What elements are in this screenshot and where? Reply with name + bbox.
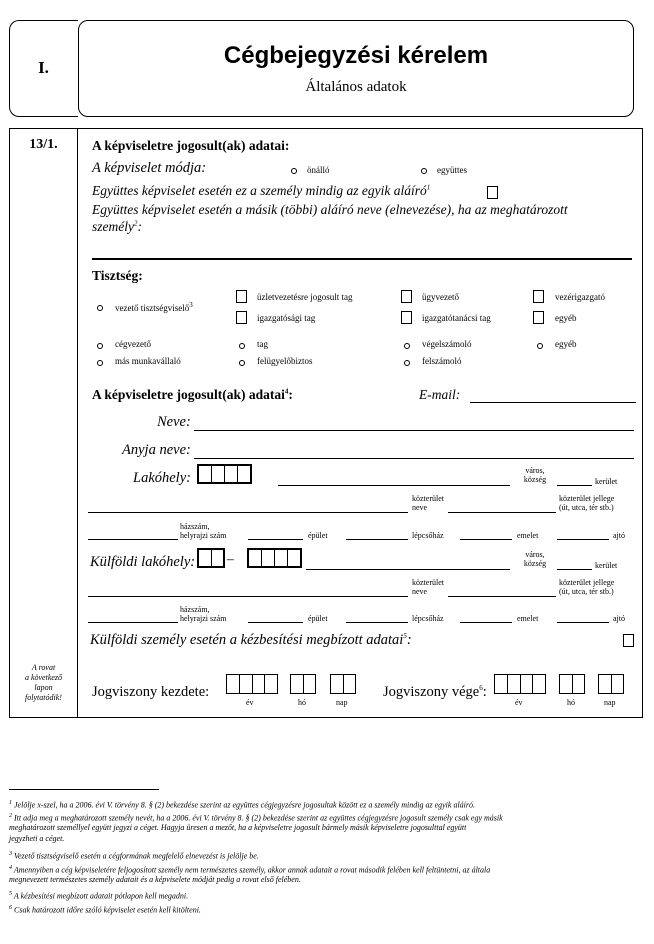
foreign-city-line[interactable] [306, 569, 510, 570]
joint-signer-checkbox[interactable] [487, 186, 498, 199]
label-uzletvezetesre: üzletvezetésre jogosult tag [257, 292, 353, 302]
foreign-district-line[interactable] [557, 569, 592, 570]
label-vegelszamolo: végelszámoló [422, 339, 472, 349]
residence-house-number-line[interactable] [88, 539, 178, 540]
emelet-label: emelet [517, 531, 539, 540]
foreign-kozterulet-jellege-label: közterület jellege (út, utca, tér stb.) [559, 578, 615, 596]
foreign-ajto-label: ajtó [613, 614, 625, 623]
footnote-1: $^1$ Jelölje x-szel, ha a 2006. évi V. törvény 8. § (2) bekezdése szerint az együttes cégjegyzésre jogosultak között ez a személy mindig az egyik aláíró. [9, 800, 475, 810]
foreign-emelet-label: emelet [517, 614, 539, 623]
end-ev-label: év [515, 698, 523, 707]
foreign-lepcsohaz-label: lépcsőház [412, 614, 444, 623]
foreign-floor-line[interactable] [460, 622, 512, 623]
residence-district-line[interactable] [557, 485, 592, 486]
label-tag: tag [257, 339, 268, 349]
check-ugyvezeto[interactable] [401, 290, 412, 303]
residence-door-line[interactable] [557, 539, 609, 540]
radio-vezeto[interactable] [97, 305, 103, 311]
page-subtitle: Általános adatok [305, 79, 407, 95]
radio-mas-munkavallalo[interactable] [97, 360, 103, 366]
label-vezerigazgato: vezérigazgató [555, 292, 605, 302]
header-number: I. [38, 58, 49, 77]
name-label: Neve: [157, 414, 191, 430]
residence-postcode[interactable] [197, 464, 252, 484]
delivery-agent-label: Külföldi személy esetén a kézbesítési megbízott adatai$^5$: [90, 632, 412, 648]
footnote-2: $^2$ Itt adja meg a meghatározott személy nevét, ha a 2006. évi V. törvény 8. § (2) bekezdése szerint az együttes cégjegyzésre jogosult személy csak egy másik [9, 813, 503, 823]
joint-other-input-line[interactable] [92, 258, 632, 260]
footnote-2-cont-2: jegyzheti a céget. [9, 834, 65, 843]
person-heading: A képviseletre jogosult(ak) adatai$^4$: [92, 387, 293, 402]
foreign-postcode[interactable] [247, 548, 302, 568]
label-egyeb-2: egyéb [555, 339, 577, 349]
radio-felszamolo[interactable] [404, 360, 410, 366]
residence-floor-line[interactable] [460, 539, 512, 540]
section-heading: A képviseletre jogosult(ak) adatai: [92, 138, 290, 153]
end-ho-label: hó [567, 698, 575, 707]
foreign-dash: – [227, 551, 234, 566]
mother-name-label: Anyja neve: [122, 442, 191, 458]
epulet-label: épület [308, 531, 328, 540]
foreign-epulet-label: épület [308, 614, 328, 623]
radio-vegelszamolo[interactable] [404, 343, 410, 349]
residence-street-line[interactable] [88, 512, 408, 513]
label-ugyvezeto: ügyvezető [422, 292, 459, 302]
residence-building-line[interactable] [248, 539, 303, 540]
foreign-kozterulet-neve-label: közterület neve [412, 578, 444, 596]
start-ho-label: hó [298, 698, 306, 707]
check-uzletvezetesre[interactable] [236, 290, 247, 303]
foreign-building-line[interactable] [248, 622, 303, 623]
kozterulet-neve-label: közterület neve [412, 494, 444, 512]
joint-other-text-2: személy$^2$: [92, 219, 142, 234]
kozterulet-jellege-label: közterület jellege (út, utca, tér stb.) [559, 494, 615, 512]
footnote-separator [9, 789, 159, 790]
check-igazgatosagi[interactable] [236, 311, 247, 324]
foreign-house-number-line[interactable] [88, 622, 178, 623]
label-mas-munkavallalo: más munkavállaló [115, 356, 181, 366]
position-label: Tisztség: [92, 268, 143, 283]
radio-tag[interactable] [239, 343, 245, 349]
start-nap-label: nap [336, 698, 348, 707]
residence-label: Lakóhely: [133, 470, 191, 486]
footnote-4-cont: megnevezett természetes személy adatait és a képviselete módját pedig a rovat első felében. [9, 875, 301, 884]
radio-cegvezeto[interactable] [97, 343, 103, 349]
end-year-cells[interactable] [494, 674, 546, 694]
lepcsohaz-label: lépcsőház [412, 531, 444, 540]
joint-signer-text: Együttes képviselet esetén ez a személy mindig az egyik aláíró$^1$ [92, 183, 431, 198]
footnote-5: $^5$ A kézbesítési megbízott adatait pótlapon kell megadni. [9, 891, 189, 901]
foreign-kerulet-label: kerület [595, 561, 618, 570]
end-date-label: Jogviszony vége$^6$: [383, 684, 487, 700]
start-ev-label: év [246, 698, 254, 707]
footnote-6: $^6$ Csak határozott időre szóló képviselet esetén kell kitölteni. [9, 905, 201, 915]
label-vezeto: vezető tisztségviselő$^3$ [115, 301, 193, 313]
joint-other-text: Együttes képviselet esetén a másik (többi) aláíró neve (elnevezése), ha az meghatározott [92, 202, 568, 217]
start-month-cells[interactable] [290, 674, 316, 694]
foreign-door-line[interactable] [557, 622, 609, 623]
varos-kozseg-label: város, község [523, 466, 547, 484]
end-month-cells[interactable] [559, 674, 585, 694]
hazszam-label: házszám, helyrajzi szám [180, 522, 227, 540]
label-egyeb-1: egyéb [555, 313, 577, 323]
page-title: Cégbejegyzési kérelem [223, 42, 489, 69]
foreign-residence-label: Külföldi lakóhely: [90, 554, 196, 570]
radio-felugyelobiztos[interactable] [239, 360, 245, 366]
label-igazgatotanacsi: igazgatótanácsi tag [422, 313, 491, 323]
start-date-label: Jogviszony kezdete: [92, 684, 210, 700]
foreign-street-type-line[interactable] [448, 596, 556, 597]
foreign-hazszam-label: házszám, helyrajzi szám [180, 605, 227, 623]
residence-street-type-line[interactable] [448, 512, 556, 513]
footnote-4: $^4$ Amennyiben a cég képviseletére feljogosított személy nem természetes személy, akkor annak adatait a rovat második felében kell feltüntetni, az általa [9, 865, 491, 875]
section-number-column [9, 128, 78, 718]
foreign-country-code[interactable] [197, 548, 225, 568]
label-igazgatosagi: igazgatósági tag [257, 313, 316, 323]
radio-egyuttes-label: együttes [437, 165, 467, 175]
name-input-line[interactable] [194, 430, 634, 431]
residence-city-line[interactable] [278, 485, 510, 486]
continuation-note: A rovat a következő lapon folytatódik! [24, 663, 63, 702]
section-number: 13/1. [29, 137, 58, 152]
delivery-agent-checkbox[interactable] [623, 634, 634, 647]
footnote-2-cont: meghatározott személlyel együtt jegyzi a céget. Hagyja üresen a mezőt, ha a képviseletre jogosult bármely másik képviseletre jogosulttal együtt [9, 823, 467, 832]
residence-staircase-line[interactable] [346, 539, 408, 540]
ajto-label: ajtó [613, 531, 625, 540]
check-vezerigazgato[interactable] [533, 290, 544, 303]
kerulet-label: kerület [595, 477, 618, 486]
check-egyeb-1[interactable] [533, 311, 544, 324]
footnote-3: $^3$ Vezető tisztségviselő esetén a cégformának megfelelő elnevezést is jelölje be. [9, 851, 259, 861]
foreign-varos-kozseg-label: város, község [523, 550, 547, 568]
representation-mode-label: A képviselet módja: [92, 160, 207, 176]
label-felszamolo: felszámoló [422, 356, 462, 366]
radio-egyuttes[interactable] [421, 168, 427, 174]
end-day-cells[interactable] [598, 674, 624, 694]
radio-onallo[interactable] [291, 168, 297, 174]
start-year-cells[interactable] [226, 674, 278, 694]
radio-onallo-label: önálló [307, 165, 330, 175]
label-felugyelobiztos: felügyelőbiztos [257, 356, 313, 366]
email-label: E-mail: [419, 387, 461, 402]
end-nap-label: nap [604, 698, 616, 707]
foreign-staircase-line[interactable] [346, 622, 408, 623]
email-input-line[interactable] [470, 402, 636, 403]
radio-egyeb-2[interactable] [537, 343, 543, 349]
foreign-street-line[interactable] [88, 596, 408, 597]
start-day-cells[interactable] [330, 674, 356, 694]
label-cegvezeto: cégvezető [115, 339, 151, 349]
mother-name-input-line[interactable] [194, 458, 634, 459]
check-igazgatotanacsi[interactable] [401, 311, 412, 324]
